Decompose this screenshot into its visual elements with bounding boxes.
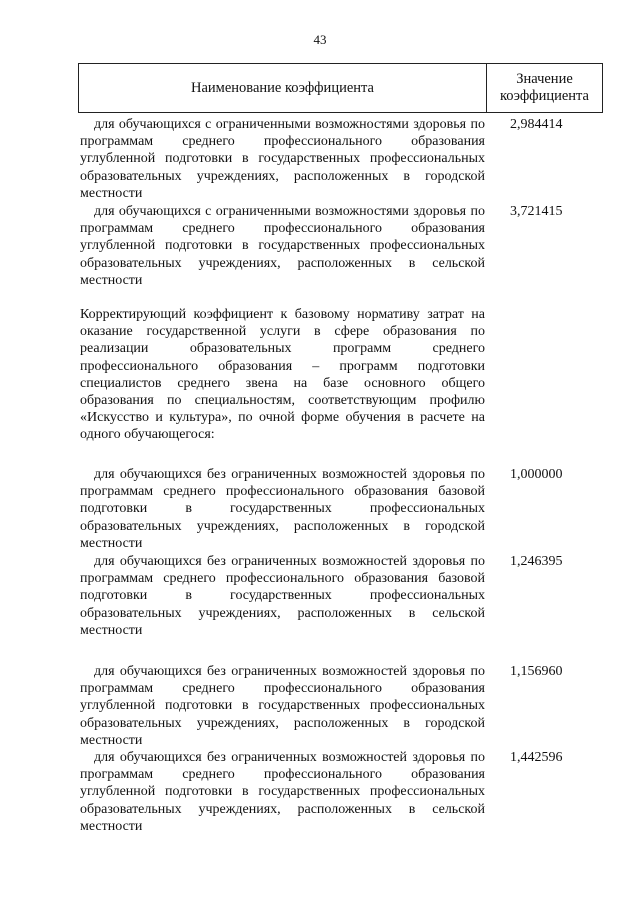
- row-description: для обучающихся без ограниченных возможностей здоровья по программам среднего профессионального образования углубленной подготовки в государственных профессиональных образовательных учреждениях, расположенных в городской местности: [80, 664, 485, 748]
- header-value-line2: коэффициента: [499, 88, 589, 104]
- header-coefficient-value: [487, 64, 602, 112]
- header-value-line1: Значение: [516, 71, 573, 87]
- row-description: для обучающихся без ограниченных возможностей здоровья по программам среднего профессионального образования базовой подготовки в государственных профессиональных образовательных учреждениях, расположенных в сельской местности: [80, 554, 485, 638]
- header-coefficient-name: Наименование коэффициента: [79, 64, 487, 112]
- row-value: 1,000000: [510, 467, 563, 482]
- section-paragraph: Корректирующий коэффициент к базовому нормативу затрат на оказание государственной услуги в сфере образования по реализации образовательных программ среднего профессионального образования – программ подготовки специалистов среднего звена на базе основного общего образования по специальностям, соответствующим профилю «Искусство и культура», по очной форме обучения в расчете на одного обучающегося:: [80, 307, 485, 443]
- row-value: 1,156960: [510, 664, 563, 679]
- page-number: 43: [313, 32, 327, 47]
- row-value: 1,246395: [510, 554, 563, 569]
- row-value: 3,721415: [510, 204, 563, 219]
- row-description: для обучающихся без ограниченных возможностей здоровья по программам среднего профессионального образования базовой подготовки в государственных профессиональных образовательных учреждениях, расположенных в городской местности: [80, 467, 485, 551]
- row-description: для обучающихся с ограниченными возможностями здоровья по программам среднего профессионального образования углубленной подготовки в государственных профессиональных образовательных учреждениях, расположенных в городской местности: [80, 117, 485, 201]
- row-description: для обучающихся без ограниченных возможностей здоровья по программам среднего профессионального образования углубленной подготовки в государственных профессиональных образовательных учреждениях, расположенных в сельской местности: [80, 750, 485, 834]
- table-header: [78, 63, 603, 113]
- row-description: для обучающихся с ограниченными возможностями здоровья по программам среднего профессионального образования углубленной подготовки в государственных профессиональных образовательных учреждениях, расположенных в сельской местности: [80, 204, 485, 288]
- row-value: 2,984414: [510, 117, 563, 132]
- row-value: 1,442596: [510, 750, 563, 765]
